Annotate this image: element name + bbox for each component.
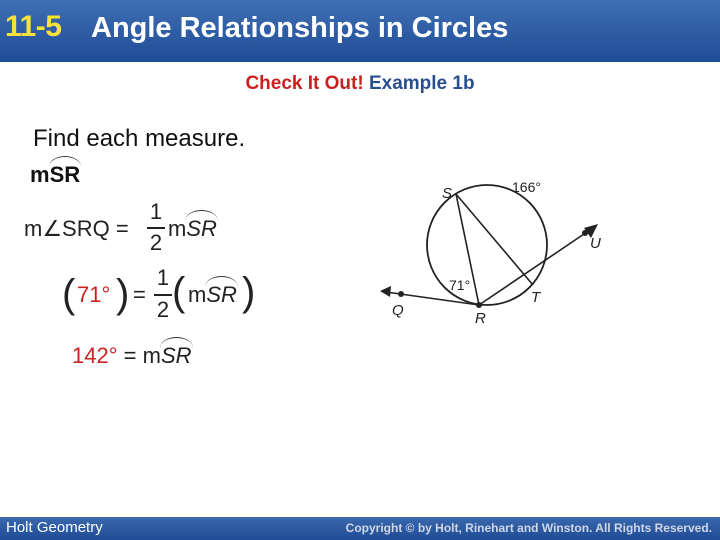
- step2-big-open-paren: (: [172, 270, 186, 314]
- step2-equals: =: [133, 282, 146, 307]
- step2-open-paren: (: [62, 272, 76, 316]
- step3-arc: SR: [160, 343, 192, 368]
- point-u: [582, 230, 588, 236]
- point-r: [476, 302, 482, 308]
- footer-bar: [0, 517, 720, 540]
- part-arc-label: SR: [49, 162, 81, 187]
- lesson-number: 11-5: [5, 10, 62, 43]
- footer-course: Holt Geometry: [6, 519, 103, 536]
- step2-arc: SR: [206, 282, 237, 307]
- label-r: R: [475, 310, 486, 327]
- step2-measure: mSR: [188, 282, 237, 307]
- step2-big-close-paren: ): [242, 270, 256, 314]
- step1-denominator: 2: [149, 230, 163, 255]
- step1-measure: mSR: [168, 216, 217, 241]
- step2-denominator: 2: [156, 297, 170, 322]
- step1-left: m∠SRQ =: [24, 216, 129, 241]
- step1-arc: SR: [186, 216, 217, 241]
- circle: [427, 185, 547, 305]
- label-q: Q: [392, 302, 404, 319]
- example-label: Example 1b: [368, 73, 475, 94]
- label-s: S: [442, 185, 453, 202]
- angle-label: 71°: [449, 277, 471, 293]
- lesson-title: Angle Relationships in Circles: [91, 12, 509, 44]
- footer-copyright: Copyright © by Holt, Rinehart and Winston. All Rights Reserved.: [345, 521, 712, 535]
- step2-value: 71°: [77, 282, 111, 307]
- instruction-text: Find each measure.: [33, 125, 246, 152]
- point-q: [398, 291, 404, 297]
- step2-numerator: 1: [156, 265, 170, 290]
- arc-measure-label: 166°: [512, 179, 541, 195]
- step3-equals: = m: [123, 343, 161, 368]
- part-prefix: m: [30, 162, 50, 187]
- step3-value: 142°: [72, 343, 118, 368]
- label-t: T: [531, 289, 541, 306]
- check-it-out-label: Check It Out!: [245, 73, 364, 94]
- tangent-arrow: [380, 286, 391, 297]
- step2-close-paren: ): [116, 272, 130, 316]
- label-u: U: [590, 235, 601, 252]
- step1-numerator: 1: [149, 199, 163, 224]
- chord-s-t: [456, 194, 533, 285]
